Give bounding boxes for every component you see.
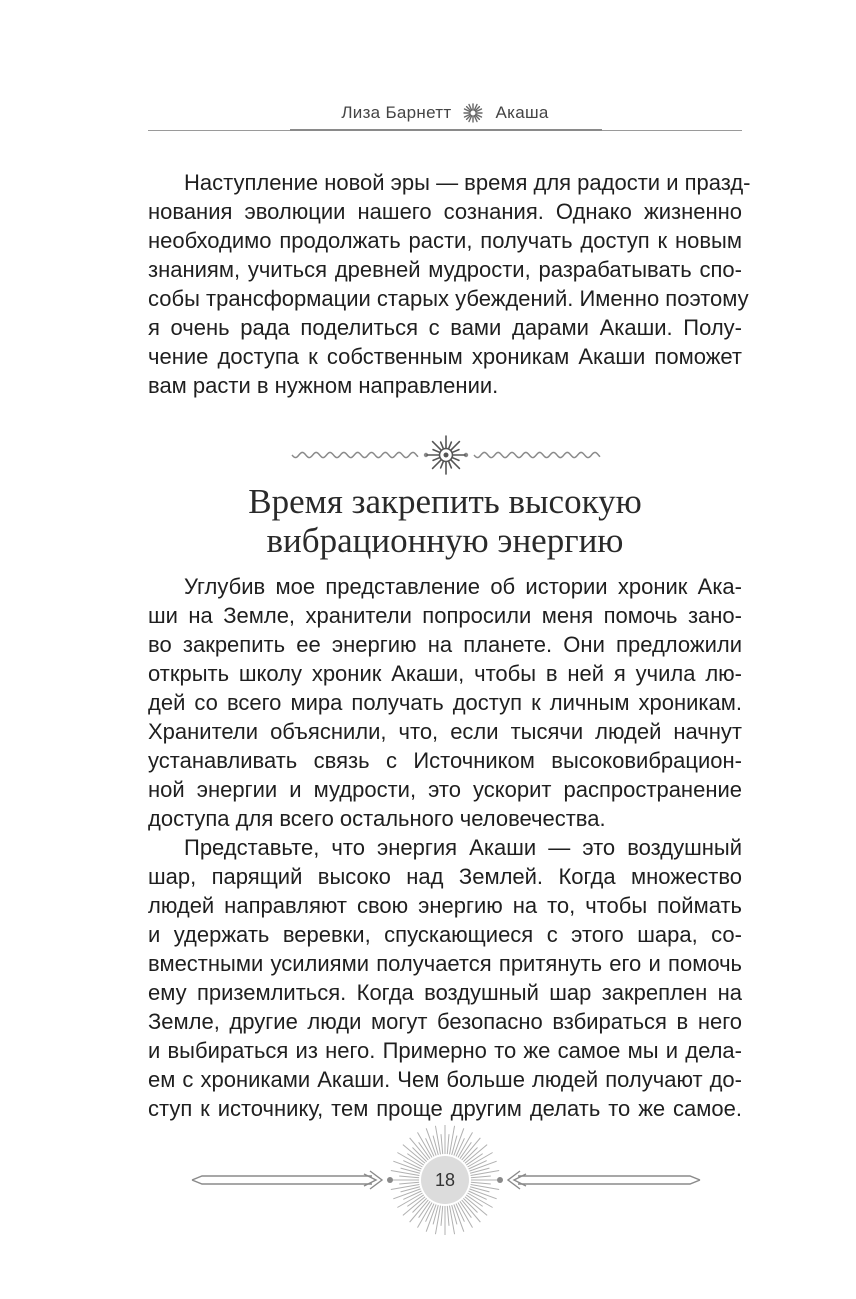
page-number: 18 (434, 1170, 456, 1190)
text-line: знаниям, учиться древней мудрости, разрабатывать спо- (148, 257, 742, 282)
sunburst-ray (447, 1206, 449, 1226)
text-line: Земле, другие люди могут безопасно взбираться в него (148, 1009, 742, 1034)
sun-ray (449, 442, 452, 448)
text-line: ной энергии и мудрости, это ускорит распространение (148, 777, 742, 802)
divider-wave-right (474, 452, 600, 457)
sun-ray (441, 461, 444, 467)
text-line: необходимо продолжать расти, получать доступ к новым (148, 228, 742, 253)
text-line: я очень рада поделиться с вами дарами Акаши. Полу- (148, 315, 742, 340)
sunburst-ray (397, 1193, 422, 1208)
sunburst-ray (471, 1182, 491, 1184)
sunburst-ray (450, 1126, 455, 1155)
footer-rule-left (192, 1171, 393, 1189)
text-line: Углубив мое представление об истории хроник Ака- (184, 574, 742, 599)
text-line: во закрепить ее энергию на планете. Они предложили (148, 632, 742, 657)
text-line: доступа для всего остального человечества. (148, 806, 606, 831)
text-line: Наступление новой эры — время для радости и празд- (184, 170, 751, 195)
sunburst-ray (441, 1134, 443, 1154)
sunburst-ray (391, 1170, 420, 1175)
sunburst-ray (471, 1176, 491, 1178)
sun-ray (452, 450, 458, 453)
sunburst-ray (391, 1185, 420, 1190)
footer-rule-right (497, 1171, 700, 1189)
sunburst-ray (435, 1206, 440, 1235)
paragraph (148, 833, 742, 1123)
text-line: нования эволюции нашего сознания. Однако жизненно (148, 199, 742, 224)
sun-ray (452, 458, 458, 461)
intro-paragraph (148, 168, 751, 400)
sun-ray (433, 458, 439, 461)
sun-ray (441, 442, 444, 448)
text-line: ем с хрониками Акаши. Чем больше людей получают до- (148, 1067, 742, 1092)
header-rule-accent (290, 129, 602, 131)
text-line: вам расти в нужном направлении. (148, 373, 499, 398)
running-header (148, 101, 742, 125)
sunburst-ray (399, 1176, 419, 1178)
section-heading (148, 482, 742, 560)
section-body (148, 572, 742, 1123)
section-divider-ornament (286, 433, 606, 477)
sunburst-ray (441, 1206, 443, 1226)
sun-ray (433, 450, 439, 453)
paragraph (148, 572, 742, 833)
text-line: дей со всего мира получать доступ к личным хроникам. (148, 690, 742, 715)
text-line: и выбираться из него. Примерно то же самое мы и дела- (148, 1038, 742, 1063)
sun-ray (433, 442, 441, 450)
text-line: открыть школу хроник Акаши, чтобы в ней я учила лю- (148, 661, 742, 686)
text-line: ему приземлиться. Когда воздушный шар закреплен на (148, 980, 742, 1005)
sunburst-ray (418, 1203, 433, 1228)
sunburst-ray (471, 1170, 500, 1175)
sunburst-ray (399, 1182, 419, 1184)
text-line: Хранители объяснили, что, если тысячи людей начнут (148, 719, 742, 744)
sunburst-ray (435, 1126, 440, 1155)
sun-center (444, 453, 449, 458)
text-line: устанавливать связь с Источником высоковибрацион- (148, 748, 742, 773)
text-line: собы трансформации старых убеждений. Именно поэтому (148, 286, 749, 311)
text-line: Представьте, что энергия Акаши — это воздушный (184, 835, 742, 860)
sun-ray (451, 460, 459, 468)
sun-ray (449, 461, 452, 467)
text-line: вместными усилиями получается притянуть его и помочь (148, 951, 742, 976)
sunburst-ray (418, 1132, 433, 1157)
paragraph (148, 168, 751, 400)
heading-line: вибрационную энергию (266, 521, 624, 560)
sunburst-ray (471, 1185, 500, 1190)
text-line: чение доступа к собственным хроникам Акаши поможет (148, 344, 742, 369)
text-line: шар, парящий высоко над Землей. Когда множество (148, 864, 742, 889)
sunburst-ray (450, 1206, 455, 1235)
header-author: Лиза Барнетт (341, 103, 452, 122)
sunburst-ray (397, 1153, 422, 1168)
text-line: ступ к источнику, тем проще другим делать то же самое. (148, 1096, 742, 1121)
sunburst-ray (468, 1153, 493, 1168)
text-line: людей направляют свою энергию на то, чтобы поймать (148, 893, 742, 918)
sunburst-ray (447, 1134, 449, 1154)
divider-wave-left (292, 452, 418, 457)
header-title: Акаша (495, 103, 549, 122)
sun-ray (451, 442, 459, 450)
text-line: ши на Земле, хранители попросили меня помочь зано- (148, 603, 742, 628)
sunburst-ray (458, 1132, 473, 1157)
text-line: и удержать веревки, спускающиеся с этого шара, со- (148, 922, 742, 947)
sun-ray (433, 460, 441, 468)
star-icon (463, 103, 483, 123)
heading-line: Время закрепить высокую (248, 482, 642, 521)
sunburst-ray (468, 1193, 493, 1208)
sunburst-ray (458, 1203, 473, 1228)
